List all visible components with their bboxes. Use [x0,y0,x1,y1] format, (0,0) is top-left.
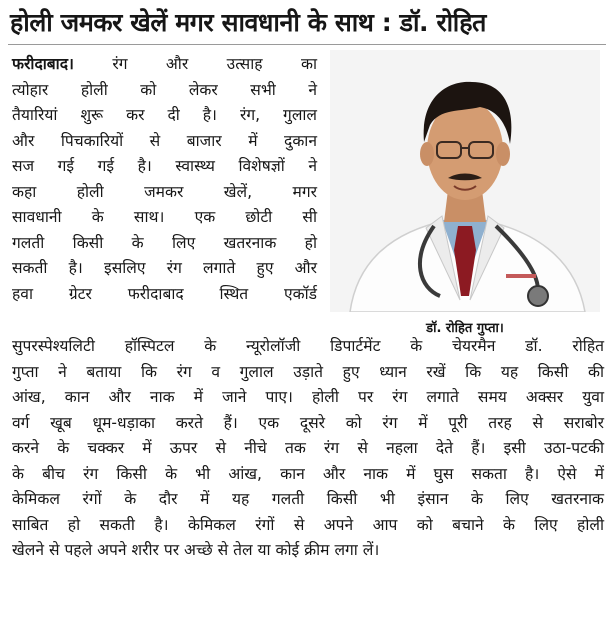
body-line: सज गई गई है। स्वास्थ्य विशेषज्ञों ने [12,157,317,175]
article-body-full [12,334,604,564]
body-line-text: रंग और उत्साह का [112,55,317,73]
body-line: करने के चक्कर में ऊपर से नीचे तक रंग से नहला देते हैं। इसी उठा-पटकी [12,439,604,457]
body-line: गुप्ता ने बताया कि रंग व गुलाल उड़ाते हुए ध्यान रखें कि यह किसी की [12,362,604,381]
body-line: के बीच रंग किसी के भी आंख, कान और नाक में घुस सकता है। ऐसे में [12,464,604,483]
body-line: गलती किसी के लिए खतरनाक हो [12,233,317,252]
article-headline: होली जमकर खेलें मगर सावधानी के साथ : डॉ. रोहित [10,8,486,37]
doctor-photo [330,50,600,312]
body-line: खेलने से पहले अपने शरीर पर अच्छे से तेल या कोई क्रीम लगा लें। [12,541,380,559]
body-line: सुपरस्पेश्यलिटी हॉस्पिटल के न्यूरोलॉजी डिपार्टमेंट के चेयरमैन डॉ. रोहित [12,337,604,355]
body-line: त्योहार होली को लेकर सभी ने [12,80,317,99]
body-line: सावधानी के साथ। एक छोटी सी [12,208,317,226]
headline-divider [8,44,606,45]
body-line: तैयारियां शुरू कर दी है। रंग, गुलाल [12,106,317,124]
body-line: आंख, कान और नाक में जाने पाए। होली पर रंग लगाते समय अक्सर युवा [12,388,604,406]
body-line: सकती है। इसलिए रंग लगाते हुए और [12,259,317,277]
body-line: कहा होली जमकर खेलें, मगर [12,182,317,201]
body-line [12,52,317,78]
photo-caption: डॉ. रोहित गुप्ता। [426,321,504,336]
body-line: साबित हो सकती है। केमिकल रंगों से अपने आप को बचाने के लिए होली [12,515,604,534]
body-line: हवा ग्रेटर फरीदाबाद स्थित एकॉर्ड [12,284,317,303]
body-line: वर्ग खूब धूम-धड़ाका करते हैं। एक दूसरे को रंग में पूरी तरह से सराबोर [12,413,604,432]
body-line: केमिकल रंगों के दौर में यह गलती किसी भी इंसान के लिए खतरनाक [12,490,604,508]
dateline: फरीदाबाद। [12,55,74,73]
body-line: और पिचकारियों से बाजार में दुकान [12,131,317,150]
article-body-column [12,52,317,307]
